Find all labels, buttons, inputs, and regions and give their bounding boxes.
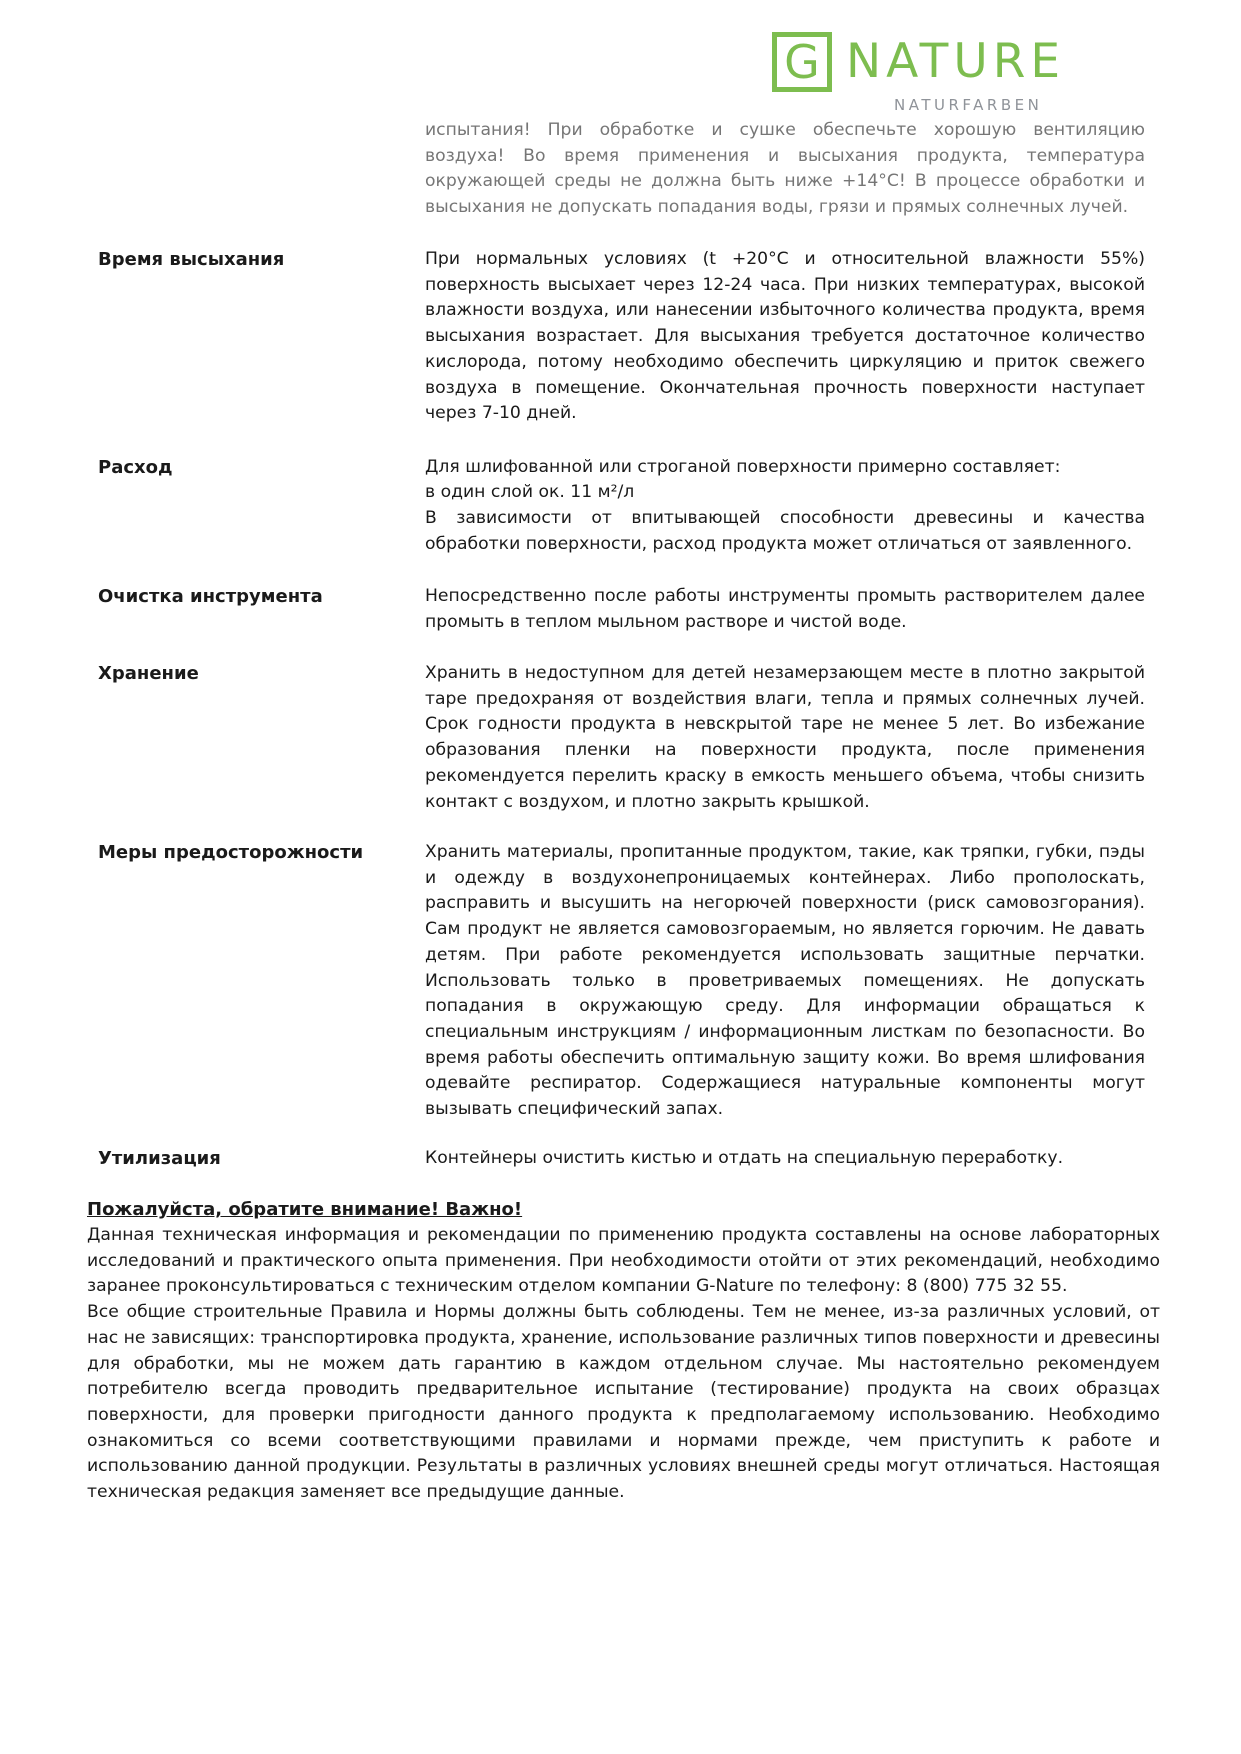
section-text-consumption-3: В зависимости от впитывающей способности древесины и качества обработки поверхности, расход продукта может отличаться от заявленного. <box>425 508 1145 554</box>
logo-subtitle: NATURFARBEN <box>894 96 1043 114</box>
section-label-disposal: Утилизация <box>98 1148 221 1169</box>
section-text-drying: При нормальных условиях (t +20°С и относительной влажности 55%) поверхность высыхает через 12-24 часа. При низких температурах, высокой влажности воздуха, или нанесении избыточного количества продукта, время высыхания возрастает. Для высыхания требуется достаточное количество кислорода, потому необходимо обеспечить циркуляцию и приток свежего воздуха в помещение. Окончательная прочность поверхности наступает через 7-10 дней. <box>425 249 1145 424</box>
logo-box <box>772 32 832 92</box>
section-label-drying: Время высыхания <box>98 249 285 270</box>
notice-body <box>87 1223 1160 1506</box>
section-text-cleaning: Непосредственно после работы инструменты промыть растворителем далее промыть в теплом мыльном растворе и чистой воде. <box>425 586 1145 632</box>
section-label-storage: Хранение <box>98 663 199 684</box>
section-text-precautions: Хранить материалы, пропитанные продуктом, такие, как тряпки, губки, пэды и одежду в воздухонепроницаемых контейнерах. Либо прополоскать, расправить и высушить на негорючей поверхности (риск самовозгорания). Сам продукт не является самовозгораемым, но является горючим. Не давать детям. При работе рекомендуется использовать защитные перчатки. Использовать только в проветриваемых помещениях. Не допускать попадания в окружающую среду. Для информации обращаться к специальным инструкциям / информационным листкам по безопасности. Во время работы обеспечить оптимальную защиту кожи. Во время шлифования одевайте респиратор. Содержащиеся натуральные компоненты могут вызывать специфический запах. <box>425 842 1145 1120</box>
section-label-precautions: Меры предосторожности <box>98 842 364 863</box>
intro-continuation: испытания! При обработке и сушке обеспечьте хорошую вентиляцию воздуха! Во время применения и высыхания продукта, температура окружающей среды не должна быть ниже +14°С! В процессе обработки и высыхания не допускать попадания воды, грязи и прямых солнечных лучей. <box>425 120 1145 218</box>
notice-heading: Пожалуйста, обратите внимание! Важно! <box>87 1199 523 1220</box>
section-text-disposal: Контейнеры очистить кистью и отдать на специальную переработку. <box>425 1148 1064 1168</box>
logo-word: NATURE <box>846 34 1066 89</box>
g-nature-logo <box>772 32 1084 116</box>
section-text-consumption-1: Для шлифованной или строганой поверхности примерно составляет: <box>425 457 1061 477</box>
notice-paragraph: Данная техническая информация и рекомендации по применению продукта составлены на основе лабораторных исследований и практического опыта применения. При необходимости отойти от этих рекомендаций, необходимо заранее проконсультироваться с техническим отделом компании G-Nature по телефону: 8 (800) 775 32 55. <box>87 1225 1160 1297</box>
logo-letter: G <box>784 35 820 89</box>
section-label-consumption: Расход <box>98 457 173 478</box>
section-text-storage: Хранить в недоступном для детей незамерзающем месте в плотно закрытой таре предохраняя от воздействия влаги, тепла и прямых солнечных лучей. Срок годности продукта в невскрытой таре не менее 5 лет. Во избежание образования пленки на поверхности продукта, после применения рекомендуется перелить краску в емкость меньшего объема, чтобы снизить контакт с воздухом, и плотно закрыть крышкой. <box>425 663 1145 812</box>
section-text-consumption-2: в один слой ок. 11 м²/л <box>425 482 635 502</box>
notice-paragraph: Все общие строительные Правила и Нормы должны быть соблюдены. Тем не менее, из-за различных условий, от нас не зависящих: транспортировка продукта, хранение, использование различных типов поверхности и древесины для обработки, мы не можем дать гарантию в каждом отдельном случае. Мы настоятельно рекомендуем потребителю всегда проводить предварительное испытание (тестирование) продукта на своих образцах поверхности, для проверки пригодности данного продукта к предполагаемому использованию. Необходимо ознакомиться со всеми соответствующими правилами и нормами прежде, чем приступить к работе и использованию данной продукции. Результаты в различных условиях внешней среды могут отличаться. Настоящая техническая редакция заменяет все предыдущие данные. <box>87 1302 1160 1503</box>
section-label-cleaning: Очистка инструмента <box>98 586 323 607</box>
